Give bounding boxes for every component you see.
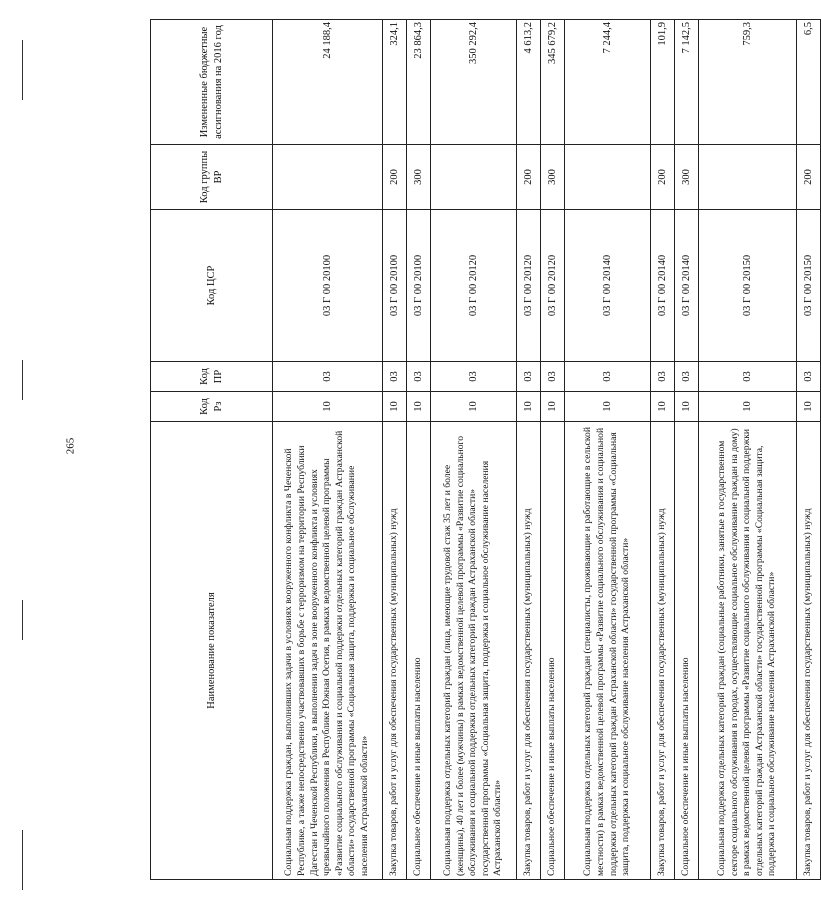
header-rz: Код Рз	[151, 392, 273, 422]
row-pr: 03	[565, 362, 651, 392]
row-pr: 03	[541, 362, 565, 392]
row-csr: 03 Г 00 20120	[541, 210, 565, 362]
table-row	[517, 20, 541, 880]
row-amount: 23 864,3	[407, 20, 431, 145]
page-number: 265	[64, 437, 77, 455]
row-rz: 10	[273, 392, 383, 422]
table-row	[273, 20, 383, 880]
row-vr	[699, 145, 797, 210]
row-csr: 03 Г 00 20140	[565, 210, 651, 362]
row-rz: 10	[383, 392, 407, 422]
row-csr: 03 Г 00 20100	[407, 210, 431, 362]
row-vr: 300	[541, 145, 565, 210]
budget-table	[150, 19, 821, 880]
row-csr: 03 Г 00 20140	[675, 210, 699, 362]
row-csr: 03 Г 00 20100	[383, 210, 407, 362]
row-rz: 10	[651, 392, 675, 422]
header-csr: Код ЦСР	[151, 210, 273, 362]
row-name: Закупка товаров, работ и услуг для обеспечения государственных (муниципальных) нужд	[651, 422, 675, 880]
row-vr: 300	[407, 145, 431, 210]
cut-mark-middle	[22, 360, 23, 400]
row-pr: 03	[407, 362, 431, 392]
row-vr: 200	[797, 145, 821, 210]
row-pr: 03	[675, 362, 699, 392]
row-csr: 03 Г 00 20150	[699, 210, 797, 362]
table-row	[407, 20, 431, 880]
row-amount: 24 188,4	[273, 20, 383, 145]
table-row	[431, 20, 517, 880]
row-csr: 03 Г 00 20150	[797, 210, 821, 362]
row-csr: 03 Г 00 20140	[651, 210, 675, 362]
row-name: Закупка товаров, работ и услуг для обеспечения государственных (муниципальных) нужд	[797, 422, 821, 880]
row-name: Социальная поддержка отдельных категорий граждан (социальные работники, занятые в государственном секторе социального обслуживания в городах, осуществляющие социальное обслуживание граждан на дому) в рамках ведомственной целевой программы «Развитие социального обслуживания и социальной поддержки отдельных категорий граждан Астраханской области» государственной программы «Социальная защита, поддержка и социальное обслуживание населения Астраханской области»	[699, 422, 797, 880]
row-rz: 10	[699, 392, 797, 422]
row-rz: 10	[541, 392, 565, 422]
row-amount: 7 142,5	[675, 20, 699, 145]
row-pr: 03	[273, 362, 383, 392]
rotated-page	[150, 20, 814, 880]
row-csr: 03 Г 00 20120	[517, 210, 541, 362]
row-vr	[273, 145, 383, 210]
row-amount: 324,1	[383, 20, 407, 145]
row-vr: 200	[383, 145, 407, 210]
row-rz: 10	[797, 392, 821, 422]
row-name: Социальная поддержка граждан, выполнивших задачи в условиях вооруженного конфликта в Чеченской Республике, а также непосредственно участвовавших в борьбе с терроризмом на территории Республики Дагестан и Чеченской Республики, в выполнении задач в зоне вооруженного конфликта и условиях чрезвычайного положения в Республике Южная Осетия, в рамках ведомственной целевой программы «Развитие социального обслуживания и социальной поддержки отдельных категорий граждан Астраханской области» государственной программы «Социальная защита, поддержка и социальное обслуживание населения Астраханской области»	[273, 422, 383, 880]
row-amount: 350 292,4	[431, 20, 517, 145]
row-pr: 03	[383, 362, 407, 392]
row-rz: 10	[565, 392, 651, 422]
table-row	[699, 20, 797, 880]
table-row	[383, 20, 407, 880]
header-name: Наименование показателя	[151, 422, 273, 880]
row-vr: 300	[675, 145, 699, 210]
row-amount: 7 244,4	[565, 20, 651, 145]
row-vr: 200	[651, 145, 675, 210]
row-vr	[565, 145, 651, 210]
row-amount: 6,5	[797, 20, 821, 145]
table-row	[651, 20, 675, 880]
cut-mark-lower	[22, 600, 23, 640]
header-pr: Код ПР	[151, 362, 273, 392]
row-amount: 101,9	[651, 20, 675, 145]
row-pr: 03	[431, 362, 517, 392]
cut-mark-top	[22, 40, 23, 100]
row-vr: 200	[517, 145, 541, 210]
table-row	[541, 20, 565, 880]
row-amount: 345 679,2	[541, 20, 565, 145]
row-name: Закупка товаров, работ и услуг для обеспечения государственных (муниципальных) нужд	[383, 422, 407, 880]
row-csr: 03 Г 00 20100	[273, 210, 383, 362]
row-amount: 759,3	[699, 20, 797, 145]
row-name: Социальное обеспечение и иные выплаты населению	[675, 422, 699, 880]
row-rz: 10	[407, 392, 431, 422]
row-name: Социальная поддержка отдельных категорий граждан (лица, имеющие трудовой стаж 35 лет и более (женщины), 40 лет и более (мужчины) в рамках ведомственной целевой программы «Развитие социального обслуживания и социальной поддержки отдельных категорий граждан Астраханской области» государственной программы «Социальная защита, поддержка и социальное обслуживание населения Астраханской области»	[431, 422, 517, 880]
table-row	[675, 20, 699, 880]
table-header-row	[151, 20, 273, 880]
cut-mark-bottom	[22, 830, 23, 890]
row-rz: 10	[517, 392, 541, 422]
row-vr	[431, 145, 517, 210]
row-amount: 4 613,2	[517, 20, 541, 145]
row-name: Социальное обеспечение и иные выплаты населению	[407, 422, 431, 880]
table-row	[797, 20, 821, 880]
row-name: Закупка товаров, работ и услуг для обеспечения государственных (муниципальных) нужд	[517, 422, 541, 880]
header-amount: Измененные бюджетные ассигнования на 2016 год	[151, 20, 273, 145]
row-pr: 03	[517, 362, 541, 392]
row-pr: 03	[797, 362, 821, 392]
row-rz: 10	[431, 392, 517, 422]
row-pr: 03	[651, 362, 675, 392]
table-row	[565, 20, 651, 880]
row-name: Социальное обеспечение и иные выплаты населению	[541, 422, 565, 880]
row-pr: 03	[699, 362, 797, 392]
row-rz: 10	[675, 392, 699, 422]
row-name: Социальная поддержка отдельных категорий граждан (специалисты, проживающие и работающие в сельской местности) в рамках ведомственной целевой программы «Развитие социального обслуживания и социальной поддержки отдельных категорий граждан Астраханской области» государственной программы «Социальная защита, поддержка и социальное обслуживание населения Астраханской области»	[565, 422, 651, 880]
header-vr: Код группы ВР	[151, 145, 273, 210]
row-csr: 03 Г 00 20120	[431, 210, 517, 362]
